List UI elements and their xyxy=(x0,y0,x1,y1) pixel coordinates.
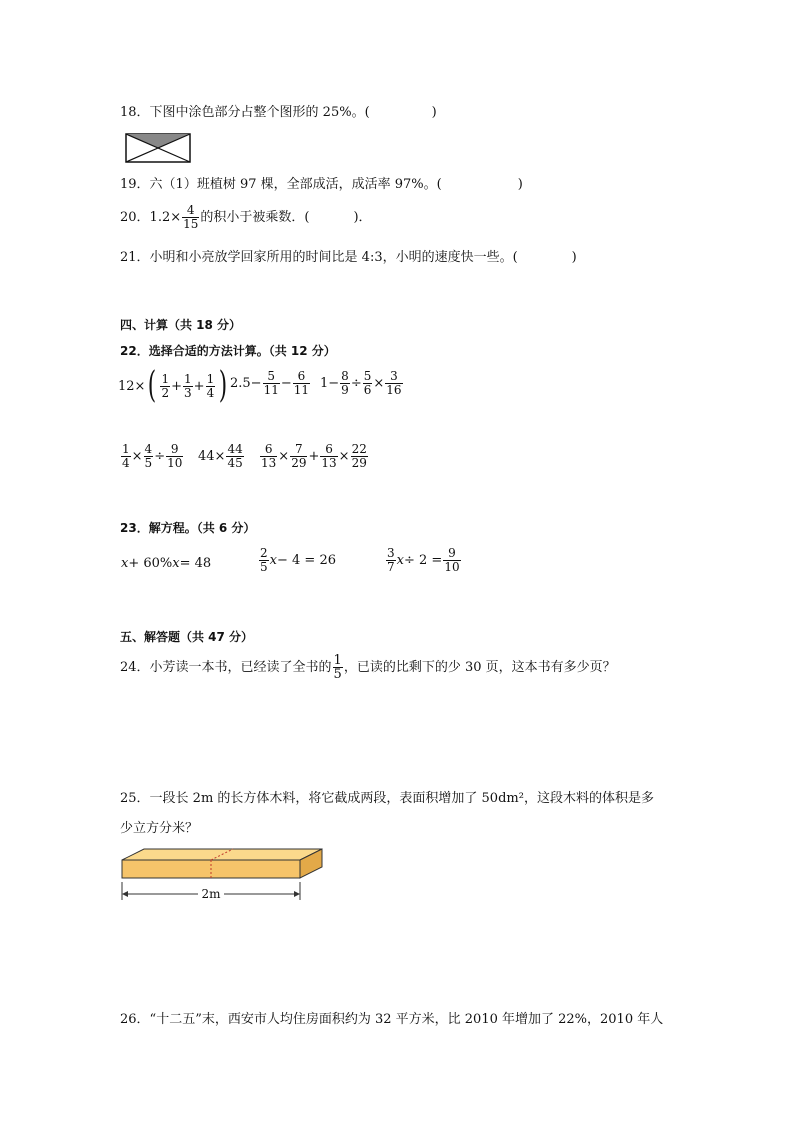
expression-1: 12× ( $\frac{1}{2}$ + $\frac{1}{3}$ + $\frac{1}{4}$ ) xyxy=(118,365,228,406)
expression-2: 2.5− $\frac{5}{11}$ − $\frac{6}{11}$ xyxy=(230,369,310,397)
shaded-rectangle-figure xyxy=(125,133,191,163)
equation-1: x + 60% x = 48 xyxy=(121,556,212,571)
question-18: 18．下图中涂色部分占整个图形的 25%。( ) xyxy=(120,105,437,120)
expression-5: 44× $\frac{44}{45}$ xyxy=(198,442,243,470)
expression-4: $\frac{1}{4}$ × $\frac{4}{5}$ ÷ $\frac{9}{10}$ xyxy=(122,442,183,470)
question-19: 19．六（1）班植树 97 棵，全部成活，成活率 97%。( ) xyxy=(120,177,523,192)
section-5-title: 五、解答题（共 47 分） xyxy=(120,630,254,644)
equation-2: $\frac{2}{5}$ x − 4 = 26 xyxy=(260,546,336,574)
section-4-title: 四、计算（共 18 分） xyxy=(120,318,242,332)
expression-6: $\frac{6}{13}$ × $\frac{7}{29}$ + $\frac{6}{13}$ × $\frac{22}{29}$ xyxy=(261,442,367,470)
question-25-line-2: 少立方分米？ xyxy=(120,821,199,836)
question-25-line-1: 25．一段长 2m 的长方体木料，将它截成两段，表面积增加了 50dm²，这段木料的体积是多 xyxy=(120,791,654,806)
question-23-title: 23．解方程。（共 6 分） xyxy=(120,521,256,535)
question-21: 21．小明和小亮放学回家所用的时间比是 4:3，小明的速度快一些。( ) xyxy=(120,250,577,265)
expression-3: 1− $\frac{8}{9}$ ÷ $\frac{5}{6}$ × $\frac{3}{16}$ xyxy=(320,369,402,397)
question-24: 24．小芳读一本书，已经读了全书的 $\frac{1}{5}$ ，已读的比剩下的少 30 页，这本书有多少页？ xyxy=(120,653,616,682)
dimension-label: 2m xyxy=(201,887,221,901)
fraction: $\frac{4}{15}$ xyxy=(183,203,199,231)
question-26: 26．“十二五”末，西安市人均住房面积约为 32 平方米，比 2010 年增加了 22%，2010 年人 xyxy=(120,1012,664,1027)
question-22-title: 22．选择合适的方法计算。（共 12 分） xyxy=(120,344,336,358)
equation-3: $\frac{3}{7}$ x ÷ 2 = $\frac{9}{10}$ xyxy=(387,546,460,574)
question-20: 20．1.2× $\frac{4}{15}$ 的积小于被乘数．( )． xyxy=(120,203,372,231)
wooden-beam-figure xyxy=(118,846,328,902)
